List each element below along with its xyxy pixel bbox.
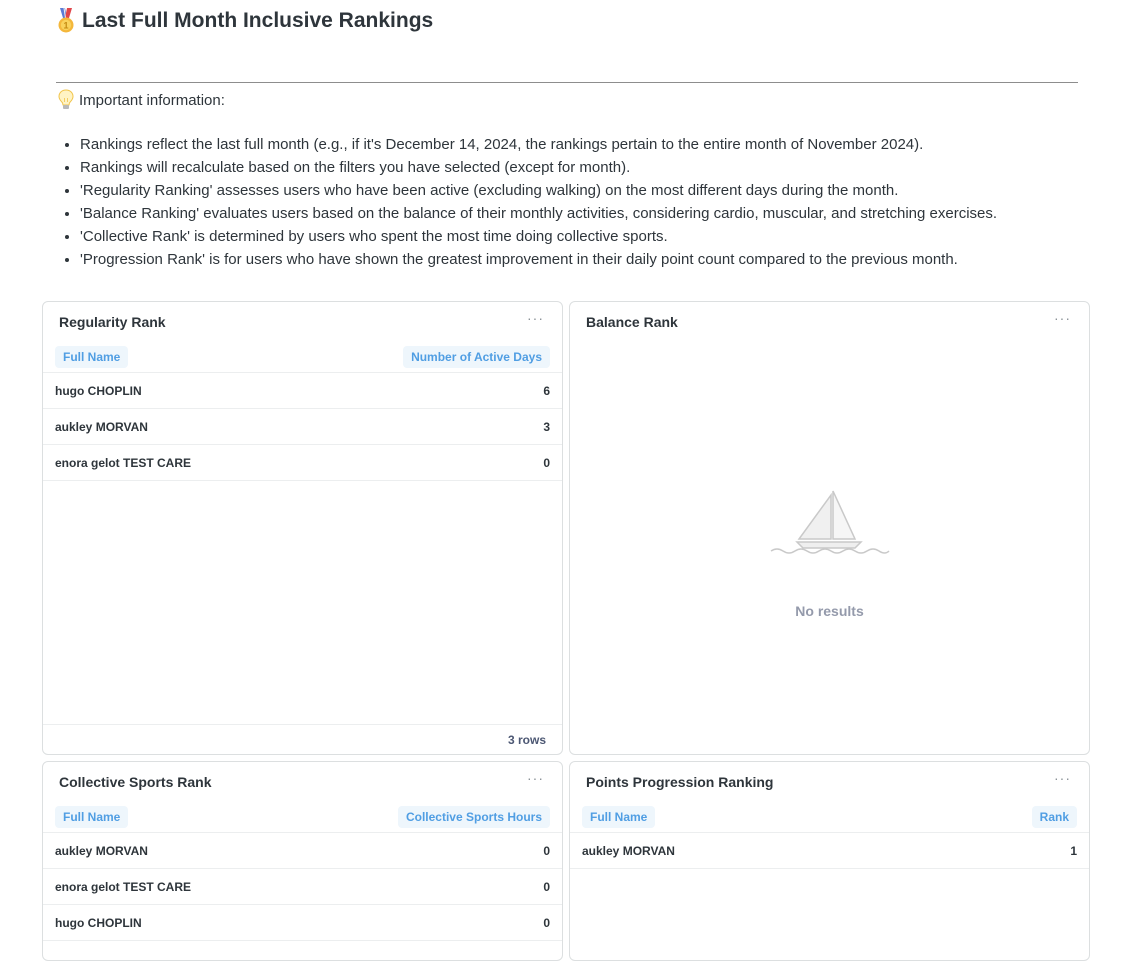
points-progression-card (569, 761, 1090, 961)
balance-rank-card (569, 301, 1090, 755)
table-row[interactable] (43, 833, 562, 869)
column-header-full-name[interactable]: Full Name (55, 806, 128, 828)
table-header (570, 802, 1089, 833)
row-count-label: 3 rows (507, 732, 546, 747)
info-item: • 'Progression Rank' is for users who have shown the greatest improvement in their daily point count compared to the previous month. (80, 248, 1086, 271)
card-title: Regularity Rank (59, 314, 166, 330)
table-header (43, 342, 562, 373)
cell-value: 3 (543, 419, 550, 434)
column-header-active-days[interactable]: Number of Active Days (403, 346, 550, 368)
dashboard-heading (56, 8, 433, 34)
medal-icon (56, 8, 76, 34)
column-header-sports-hours[interactable]: Collective Sports Hours (398, 806, 550, 828)
cell-value: 0 (543, 843, 550, 858)
table-row[interactable] (570, 833, 1089, 869)
info-header (57, 89, 225, 111)
card-menu-button[interactable]: ··· (1054, 770, 1071, 786)
results-table (570, 802, 1089, 869)
card-menu-button[interactable]: ··· (527, 770, 544, 786)
cell-value: 0 (543, 879, 550, 894)
results-table (43, 342, 562, 481)
card-menu-button[interactable]: ··· (1054, 310, 1071, 326)
info-item: • 'Collective Rank' is determined by users who spent the most time doing collective sports. (80, 225, 1086, 248)
card-title: Points Progression Ranking (586, 774, 774, 790)
cell-full-name: aukley MORVAN (582, 843, 675, 858)
table-row[interactable] (43, 409, 562, 445)
results-table (43, 802, 562, 941)
sailboat-icon (769, 487, 891, 557)
page-title: Last Full Month Inclusive Rankings (82, 9, 434, 32)
cell-full-name: enora gelot TEST CARE (55, 879, 192, 894)
column-header-rank[interactable]: Rank (1032, 806, 1077, 828)
info-list (56, 133, 1086, 271)
card-menu-button[interactable]: ··· (527, 310, 544, 326)
table-row[interactable] (43, 373, 562, 409)
table-row[interactable] (43, 905, 562, 941)
empty-state (570, 487, 1089, 619)
info-item: • 'Regularity Ranking' assesses users who have been active (excluding walking) on the most different days during the month. (80, 179, 1086, 202)
info-item: • Rankings reflect the last full month (e.g., if it's December 14, 2024, the rankings pertain to the entire month of November 2024). (80, 133, 1086, 156)
info-item: • Rankings will recalculate based on the filters you have selected (except for month). (80, 156, 1086, 179)
column-header-full-name[interactable]: Full Name (582, 806, 655, 828)
cell-full-name: aukley MORVAN (55, 843, 148, 858)
table-row[interactable] (43, 445, 562, 481)
cell-value: 1 (1070, 843, 1077, 858)
row-count (43, 724, 562, 754)
cell-full-name: aukley MORVAN (55, 419, 148, 434)
card-title: Collective Sports Rank (59, 774, 212, 790)
table-header (43, 802, 562, 833)
cell-full-name: enora gelot TEST CARE (55, 455, 192, 470)
heading-divider (56, 82, 1078, 83)
no-results-text: No results (795, 603, 864, 619)
column-header-full-name[interactable]: Full Name (55, 346, 128, 368)
collective-sports-rank-card (42, 761, 563, 961)
cell-value: 6 (543, 383, 550, 398)
info-item: • 'Balance Ranking' evaluates users based on the balance of their monthly activities, considering cardio, muscular, and stretching exercises. (80, 202, 1086, 225)
cell-full-name: hugo CHOPLIN (55, 915, 142, 930)
lightbulb-icon (57, 89, 75, 111)
table-row[interactable] (43, 869, 562, 905)
regularity-rank-card (42, 301, 563, 755)
info-title: Important information: (79, 91, 225, 109)
svg-text:1: 1 (63, 20, 69, 31)
cell-full-name: hugo CHOPLIN (55, 383, 142, 398)
card-title: Balance Rank (586, 314, 678, 330)
cell-value: 0 (543, 915, 550, 930)
cell-value: 0 (543, 455, 550, 470)
